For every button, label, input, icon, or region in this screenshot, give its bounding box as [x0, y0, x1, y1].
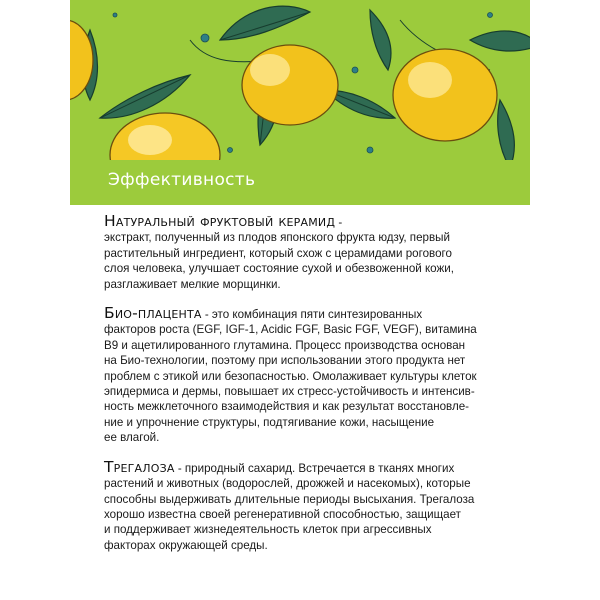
paragraph-line: ние и упрочнение структуры, подтягивание кожи, насыщение: [104, 415, 435, 429]
section-paragraph: [104, 322, 504, 445]
paragraph-line: факторах окружающей среды.: [104, 538, 268, 552]
paragraph-line: экстракт, полученный из плодов японского фрукта юдзу, первый: [104, 231, 450, 245]
section-paragraph: [104, 230, 504, 292]
paragraph-line: и поддерживает жизнедеятельность клеток при агрессивных: [104, 523, 432, 537]
section-heading: Натуральный фруктовый керамид: [104, 212, 336, 230]
section-heading: Трегалоза: [104, 457, 175, 476]
paragraph-line: факторов роста (EGF, IGF-1, Acidic FGF, Basic FGF, VEGF), витамина: [104, 323, 477, 337]
paragraph-line: ее влагой.: [104, 431, 160, 445]
paragraph-line: разглаживает мелкие морщинки.: [104, 277, 281, 291]
paragraph-line: способны выдерживать длительные периоды высыхания. Трегалоза: [104, 492, 475, 506]
article-body: [104, 214, 504, 567]
paragraph-line: ность межклеточного взаимодействия и как результат восстановле-: [104, 400, 470, 414]
paragraph-line: B9 и ацетилированного глутамина. Процесс производства основан: [104, 338, 466, 352]
section-heading-line: [104, 214, 504, 230]
section-heading: Био-плацента: [104, 304, 202, 323]
paragraph-line: проблем с этикой или безопасностью. Омолаживает культуры клеток: [104, 369, 477, 383]
section-bio-placenta: [104, 306, 504, 446]
section-heading-suffix: - это комбинация пяти синтезированных: [201, 308, 423, 322]
hero-banner: [70, 0, 530, 205]
section-paragraph: [104, 476, 504, 553]
paragraph-line: на Био-технологии, поэтому при использовании этого продукта нет: [104, 354, 466, 368]
section-heading-suffix: - природный сахарид. Встречается в тканях многих: [174, 461, 455, 475]
section-heading-line: [104, 306, 504, 322]
banner-title: Эффективность: [108, 170, 256, 190]
paragraph-line: хорошо известна своей регенеративной способностью, защищает: [104, 507, 461, 521]
paragraph-line: растительный ингредиент, который схож с церамидами рогового: [104, 246, 452, 260]
paragraph-line: растений и животных (водорослей, дрожжей и насекомых), которые: [104, 477, 471, 491]
section-heading-suffix: -: [335, 216, 343, 229]
section-trehalose: [104, 457, 504, 553]
paragraph-line: слоя человека, улучшает состояние сухой и обезвоженной кожи,: [104, 262, 454, 276]
section-ceramide: [104, 214, 504, 292]
section-heading-line: [104, 457, 504, 476]
paragraph-line: эпидермиса и дермы, повышает их стресс-устойчивость и интенсив-: [104, 385, 475, 399]
